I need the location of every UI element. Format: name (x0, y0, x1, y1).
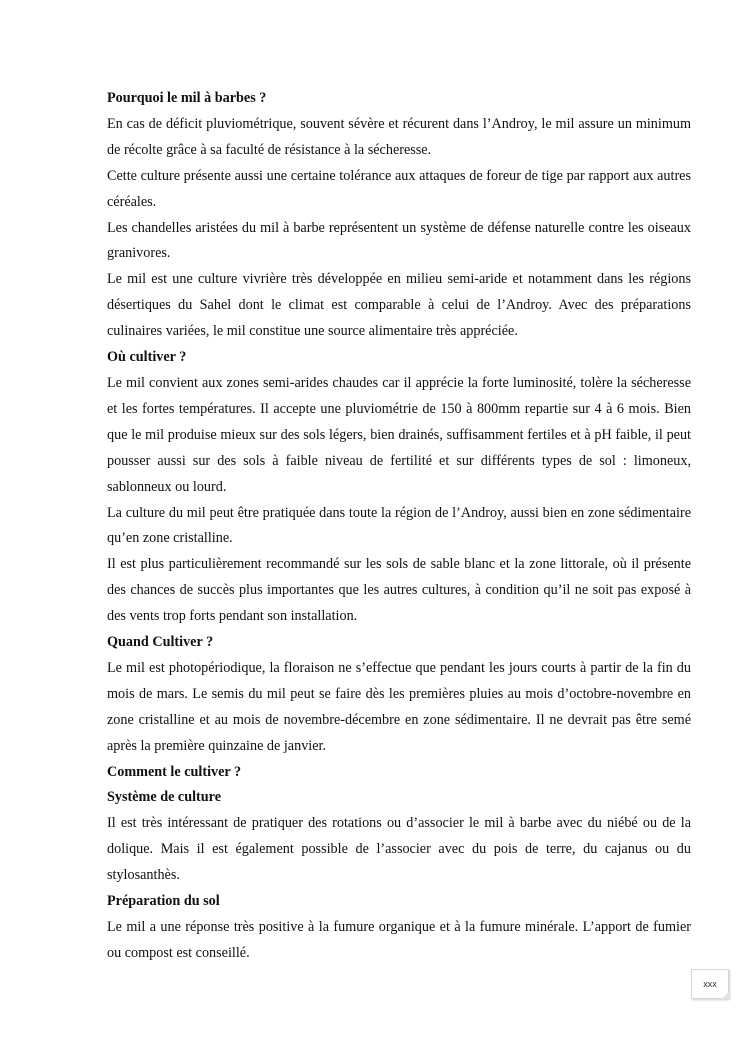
paragraph: Cette culture présente aussi une certaine tolérance aux attaques de foreur de tige par rapport aux autres céréales. (107, 167, 691, 210)
heading-ou-cultiver: Où cultiver ? (107, 349, 187, 366)
paragraph: Le mil a une réponse très positive à la fumure organique et à la fumure minérale. L’apport de fumier ou compost est conseillé. (107, 919, 691, 961)
heading-comment-cultiver: Comment le cultiver ? (107, 763, 242, 780)
paragraph: Le mil est une culture vivrière très développée en milieu semi-aride et notamment dans les régions désertiques du Sahel dont le climat est comparable à celui de l’Androy. Avec des préparations culinaires variées, le mil constitue une source alimentaire très appréciée. (107, 271, 691, 340)
paragraph: Il est plus particulièrement recommandé sur les sols de sable blanc et la zone littorale, où il présente des chances de succès plus importantes que les autres cultures, à condition qu’il ne soit pas exposé à des vents trop forts pendant son installation. (107, 556, 691, 625)
paragraph: La culture du mil peut être pratiquée dans toute la région de l’Androy, aussi bien en zone sédimentaire qu’en zone cristalline. (107, 504, 691, 547)
heading-preparation-sol: Préparation du sol (107, 893, 220, 910)
paragraph: Les chandelles aristées du mil à barbe représentent un système de défense naturelle contre les oiseaux granivores. (107, 219, 691, 262)
paragraph: Le mil est photopériodique, la floraison ne s’effectue que pendant les jours courts à partir de la fin du mois de mars. Le semis du mil peut se faire dès les premières pluies au mois d’octobre-novembre en zone cristalline et au mois de novembre-décembre en zone sédimentaire. Il ne devrait pas être semé après la première quinzaine de janvier. (107, 659, 691, 754)
page-number-box (691, 969, 729, 999)
paragraph: Le mil convient aux zones semi-arides chaudes car il apprécie la forte luminosité, tolère la sécheresse et les fortes températures. Il accepte une pluviométrie de 150 à 800mm repartie sur 4 à 6 mois. Bien que le mil produise mieux sur des sols légers, bien drainés, suffisamment fertiles et à pH faible, il peut pousser aussi sur des sols à faible niveau de fertilité et sur différents types de sol : limoneux, sablonneux ou lourd. (107, 374, 691, 495)
paragraph: Il est très intéressant de pratiquer des rotations ou d’associer le mil à barbe avec du niébé ou de la dolique. Mais il est également possible de l’associer avec du pois de terre, du cajanus ou du stylosanthès. (107, 815, 691, 884)
heading-pourquoi: Pourquoi le mil à barbes ? (107, 90, 267, 106)
heading-quand-cultiver: Quand Cultiver ? (107, 634, 214, 651)
page-number-label: xxx (703, 979, 717, 989)
heading-systeme-culture: Système de culture (107, 789, 222, 806)
document-body (107, 86, 691, 967)
paragraph: En cas de déficit pluviométrique, souvent sévère et récurent dans l’Androy, le mil assure un minimum de récolte grâce à sa faculté de résistance à la sécheresse. (107, 115, 691, 158)
